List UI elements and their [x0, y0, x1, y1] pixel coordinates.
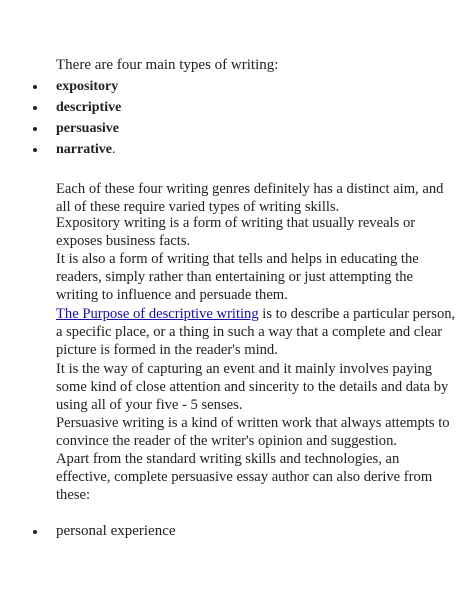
list-item-punct: . — [111, 142, 116, 157]
bullet-dot-icon — [33, 85, 37, 89]
list-item-label: narrative — [56, 142, 112, 157]
list-item-label: descriptive — [56, 100, 122, 115]
paragraph-expository: Expository writing is a form of writing that usually reveals or exposes business facts. — [56, 215, 416, 249]
list-item-label: persuasive — [56, 121, 119, 136]
paragraph-educating: It is also a form of writing that tells and helps in educating the readers, simply rather than entertaining or just attempting the writing to influence and persuade them. — [56, 251, 419, 303]
bullet-dot-icon — [33, 127, 37, 131]
paragraph-descriptive-text: is to describe a particular person, a specific place, or a thing in such a way that a complete and clear picture is formed in the reader's mind. — [56, 306, 456, 358]
paragraph-capturing: It is the way of capturing an event and it mainly involves paying some kind of close attention and sincerity to the details and data by using all of your five - 5 senses. — [56, 361, 449, 413]
list-item-label: personal experience — [56, 523, 176, 539]
bullet-dot-icon — [33, 530, 37, 534]
intro-line: There are four main types of writing: — [56, 57, 279, 73]
bullet-dot-icon — [33, 148, 37, 152]
list-item — [33, 522, 333, 542]
paragraph-descriptive — [56, 305, 456, 359]
paragraph-apart: Apart from the standard writing skills and technologies, an effective, complete persuasive essay author can also derive from these: — [56, 451, 433, 503]
list-item-label: expository — [56, 79, 119, 94]
paragraph-genres: Each of these four writing genres definitely has a distinct aim, and all of these require varied types of writing skills. — [56, 181, 444, 215]
paragraph-persuasive: Persuasive writing is a kind of written work that always attempts to convince the reader of the writer's opinion and suggestion. — [56, 415, 450, 449]
descriptive-writing-link[interactable]: The Purpose of descriptive writing — [56, 306, 259, 322]
bullet-dot-icon — [33, 106, 37, 110]
